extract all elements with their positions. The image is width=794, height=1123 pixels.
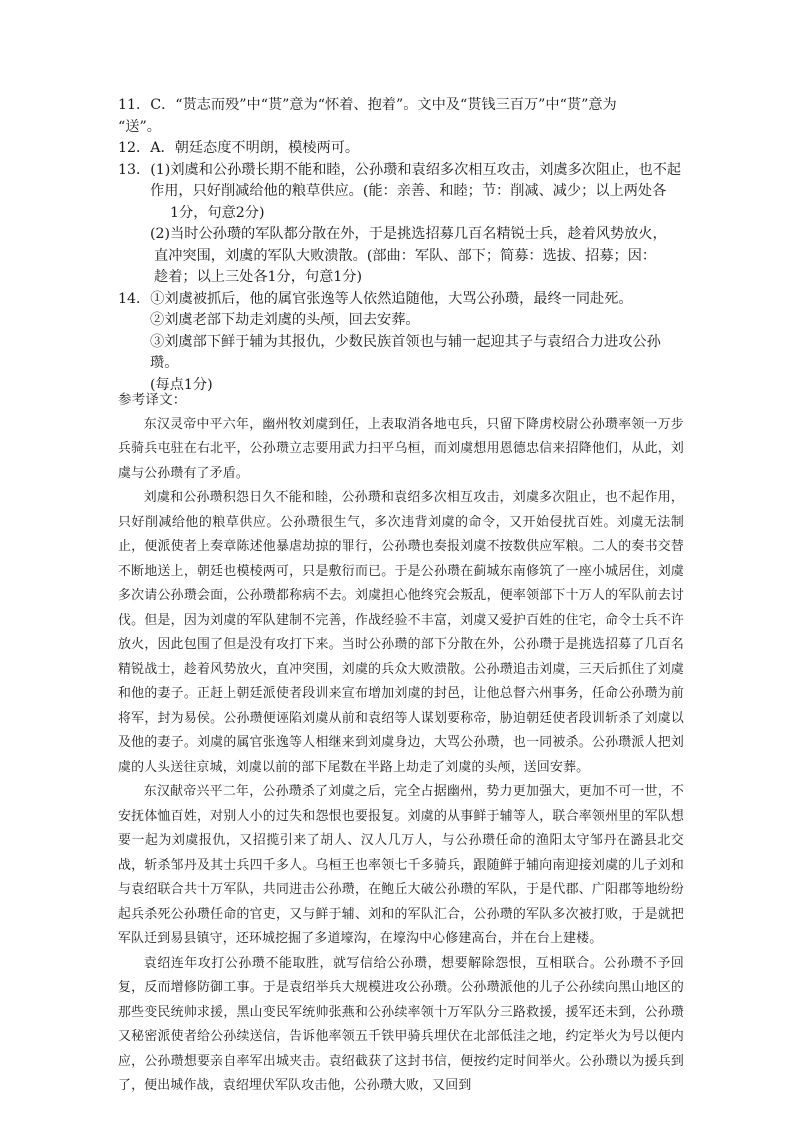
answer-13-2-line-1: (2)当时公孙瓒的军队都分散在外，于是挑选招募几百名精锐士兵，趁着风势放火， bbox=[150, 226, 667, 242]
reference-translation bbox=[118, 388, 684, 1099]
translation-paragraph-4: 袁绍连年攻打公孙瓒不能取胜，就写信给公孙瓒，想要解除怨恨，互相联合。公孙瓒不予回复，反而增修防御工事。于是袁绍举兵大规模进攻公孙瓒。公孙瓒派他的儿子公孙续向黑山地区的那些变民统帅求援，黑山变民军统帅张燕和公孙续率领十万军队分三路救援，援军还未到，公孙瓒又秘密派使者给公孙续送信，告诉他率领五千铁甲骑兵埋伏在北部低洼之地，约定举火为号以便内应，公孙瓒想要亲自率军出城夹击。袁绍截获了这封书信，便按约定时间举火。公孙瓒以为援兵到了，便出城作战，袁绍埋伏军队攻击他，公孙瓒大败，又回到 bbox=[118, 955, 684, 1093]
translation-paragraph-1: 东汉灵帝中平六年，幽州牧刘虞到任，上表取消各地屯兵，只留下降虏校尉公孙瓒率领一万步兵骑兵屯驻在右北平，公孙瓒立志要用武力扫平乌桓，而刘虞想用恩德忠信来招降他们，从此，刘虞与公孙瓒有了矛盾。 bbox=[118, 416, 684, 481]
answer-12: 12．A．朝廷态度不明朗，模棱两可。 bbox=[118, 140, 360, 156]
answer-14-point-1: 14．①刘虞被抓后，他的属官张逸等人依然追随他，大骂公孙瓒，最终一同赴死。 bbox=[118, 290, 633, 307]
answer-13-2-line-2: 直冲突围，刘虞的军队大败溃散。(部曲：军队、部下；简募：选拔、招募；因： bbox=[154, 247, 657, 264]
answer-key bbox=[118, 95, 686, 396]
translation-paragraph-3: 东汉献帝兴平二年，公孙瓒杀了刘虞之后，完全占据幽州，势力更加强大，更加不可一世，不安抚体恤百姓，对别人小的过失和怨恨也要报复。刘虞的从事鲜于辅等人，联合率领州里的军队想要一起为刘虞报仇，又招揽引来了胡人、汉人几万人，与公孙瓒任命的渔阳太守邹丹在潞县北交战，斩杀邹丹及其士兵四千多人。乌桓王也率领七千多骑兵，跟随鲜于辅向南迎接刘虞的儿子刘和与袁绍联合共十万军队，共同进击公孙瓒，在鲍丘大破公孙瓒的军队，于是代郡、广阳郡等地纷纷起兵杀死公孙瓒任命的官吏，又与鲜于辅、刘和的军队汇合，公孙瓒的军队多次被打败，于是就把军队迁到易县镇守，还环城挖掘了多道壕沟，在壕沟中心修建高台，并在台上建楼。 bbox=[118, 784, 684, 946]
answer-13-2-line-3: 趁着；以上三处各1分，句意1分) bbox=[154, 269, 363, 285]
answer-14-point-3: ③刘虞部下鲜于辅为其报仇，少数民族首领也与辅一起迎其子与袁绍合力进攻公孙瓒。 bbox=[150, 333, 661, 371]
answer-14-point-2: ②刘虞老部下劫走刘虞的头颅，回去安葬。 bbox=[150, 312, 420, 328]
translation-paragraph-2: 刘虞和公孙瓒积怨日久不能和睦，公孙瓒和袁绍多次相互攻击，刘虞多次阻止，也不起作用，只好削减给他的粮草供应。公孙瓒很生气，多次违背刘虞的命令，又开始侵扰百姓。刘虞无法制止，便派使者上奏章陈述他暴虐劫掠的罪行，公孙瓒也奏报刘虞不按数供应军粮。二人的奏书交替不断地送上，朝廷也模棱两可，只是敷衍而已。于是公孙瓒在蓟城东南修筑了一座小城居住，刘虞多次请公孙瓒会面，公孙瓒都称病不去。刘虞担心他终究会叛乱，便率领部下十万人的军队前去讨伐。但是，因为刘虞的军队建制不完善，作战经验不丰富，刘虞又爱护百姓的住宅，命令士兵不许放火，因此包围了但是没有攻打下来。当时公孙瓒的部下分散在外，公孙瓒于是挑选招募了几百名精锐战士，趁着风势放火，直冲突围，刘虞的兵众大败溃散。公孙瓒追击刘虞，三天后抓住了刘虞和他的妻子。正赶上朝廷派使者段训来宣布增加刘虞的封邑，让他总督六州事务，任命公孙瓒为前将军，封为易侯。公孙瓒便诬陷刘虞从前和袁绍等人谋划要称帝，胁迫朝廷使者段训斩杀了刘虞以及他的妻子。刘虞的属官张逸等人相继来到刘虞身边，大骂公孙瓒，也一同被杀。公孙瓒派人把刘虞的人头送往京城，刘虞以前的部下尾数在半路上劫走了刘虞的头颅，送回安葬。 bbox=[118, 490, 684, 775]
answer-13-1-line-2: 作用，只好削减给他的粮草供应。(能：亲善、和睦；节：削减、减少；以上两处各 bbox=[150, 183, 667, 199]
answer-14-scoring-note: (每点1分) bbox=[150, 376, 213, 393]
answer-13-1-line-1: 13．(1)刘虞和公孙瓒长期不能和睦，公孙瓒和袁绍多次相互攻击，刘虞多次阻止，也不起 bbox=[118, 161, 682, 178]
answer-13-1-line-3: 1分，句意2分) bbox=[170, 204, 265, 221]
translation-title: 参考译文： bbox=[118, 392, 187, 408]
answer-11-line-1: 11．C．“贳志而殁”中“贳”意为“怀着、抱着”。文中及“贳钱三百万”中“贳”意为 bbox=[118, 97, 617, 113]
answer-11-line-2: “送”。 bbox=[118, 118, 161, 135]
